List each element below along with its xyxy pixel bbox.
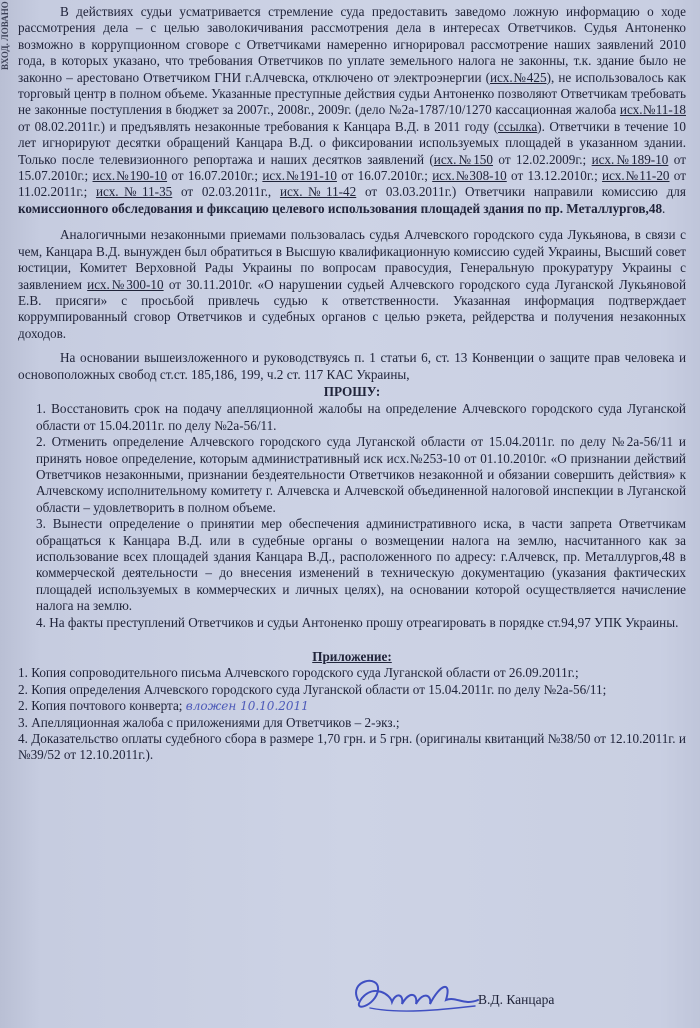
request-item: 1. Восстановить срок на подачу апелляционной жалобы на определение Алчевского городского суда Луганской области от 15.04.2011г. по делу №2а-56/11. <box>36 401 686 433</box>
ref-link: ссылка <box>498 118 538 134</box>
bold-phrase: комиссионного обследования и фиксацию целевого использования площадей здания по пр. Металлургов,48 <box>18 200 663 216</box>
ref-link: исх.№300-10 <box>87 276 164 292</box>
paragraph-1: В действиях судьи усматривается стремление суда предоставить заведомо ложную информацию о ходе рассмотрения дела – с целью заволокичивания рассмотрения дела в интересах Ответчиков. Судья Антоненко возможно в коррупционном сговоре с Ответчиками намеренно игнорировал рассмотрение наших заявлений 2010 года, в которых указано, что требования Ответчиков по уплате земельного налога не законны, т.к. здание было не законно – арестовано Ответчиком ГНИ г.Алчевска, отключено от электроэнергии (исх.№425), не использовалось как торговый центр в полном объеме. Указанные преступные действия судьи Антоненко позволяют Ответчикам требовать не законные поступления в бюджет за 2007г., 2008г., 2009г. (дело №2а-1787/10/1270 кассационная жалоба исх.№11-18 от 08.02.2011г.) и предъявлять незаконные требования к Канцара В.Д. в 2011 году (ссылка). Ответчики в течение 10 лет игнорируют десятки обращений Канцара В.Д. о фиксировании используемых площадей в указанном здании. Только после телевизионного репортажа и наших десятков заявлений (исх.№150 от 12.02.2009г.; исх.№189-10 от 15.07.2010г.; исх.№190-10 от 16.07.2010г.; исх.№191-10 от 16.07.2010г.; исх.№308-10 от 13.12.2010г.; исх.№11-20 от 11.02.2011г.; исх.№11-35 от 02.03.2011г., исх.№11-42 от 03.03.2011г.) Ответчики направили комиссию для комиссионного обследования и фиксацию целевого использования площадей здания по пр. Металлургов,48. <box>18 4 687 216</box>
annex-item: 2. Копия почтового конверта; вложен 10.10.2011 <box>18 698 309 714</box>
request-item: 2. Отменить определение Алчевского городского суда Луганской области от 15.04.2011г. по делу №2а-56/11 и принять новое определение, которым административный иск исх.№253-10 от 01.10.2010г. «О признании действий Ответчиков незаконными, признании бездеятельности Ответчиков незаконной и обязании совершить действия» к Алчевскому исполнительному комитету г. Алчевска и Алчевской объединенной налоговой инспекции в Луганской области – удовлетворить в полном объеме. <box>36 434 686 515</box>
annex-item: 4. Доказательство оплаты судебного сбора в размере 1,70 грн. и 5 грн. (оригиналы квитанций №38/50 от 12.10.2011г. и №39/52 от 12.10.2011г.). <box>18 731 686 763</box>
annex-item: 2. Копия определения Алчевского городского суда Луганской области от 15.04.2011г. по делу №2а-56/11; <box>18 681 607 697</box>
request-item: 4. На факты преступлений Ответчиков и судьи Антоненко прошу отреагировать в порядке ст.94,97 УПК Украины. <box>36 614 679 630</box>
request-list <box>18 401 686 631</box>
annex-list <box>18 665 686 763</box>
ref-link: исх.№425 <box>490 69 547 85</box>
ref-link: исх.№11-18 <box>619 102 686 118</box>
document-body <box>18 4 686 764</box>
annex-item: 1. Копия сопроводительного письма Алчевского городского суда Луганской области от 26.09.2011г.; <box>18 665 579 681</box>
corner-stamp: ВХОД. ЛОВАНО <box>0 1 10 71</box>
request-title: ПРОШУ: <box>323 383 381 399</box>
signer-name: В.Д. Канцара <box>478 992 555 1007</box>
paragraph-3: На основании вышеизложенного и руководствуясь п. 1 статьи 6, ст. 13 Конвенции о защите прав человека и основоположных свобод ст.ст. 185,186, 199, ч.2 ст. 117 КАС Украины, <box>18 350 686 382</box>
annex-item: 3. Апелляционная жалоба с приложениями для Ответчиков – 2-экз.; <box>18 714 400 730</box>
handwritten-note: вложен 10.10.2011 <box>185 699 309 714</box>
paragraph-2: Аналогичными незаконными приемами пользовалась судья Алчевского городского суда Лукьянова, в связи с чем, Канцара В.Д. вынужден был обратиться в Высшую квалификационную комиссию судей Украины, Высший совет юстиции, Комитет Верховной Рады Украины по вопросам правосудия, Генеральную прокуратуру Украины с заявлением исх.№300-10 от 30.11.2010г. «О нарушении судьей Алчевского городского суда Луганской Лукьяновой Е.В. присяги» с просьбой привлечь судью к ответственности. Указанная информация подтверждает коррумпированный сговор Ответчиков и судебных органов с целью рэкета, рейдерства и получения незаконных доходов. <box>18 227 686 341</box>
request-item: 3. Вынести определение о принятии мер обеспечения административного иска, в части запрета Ответчикам обращаться к Канцара В.Д. или в судебные органы о возмещении налога на землю, насчитанного как за использование всех площадей здания Канцара В.Д., расположенного по адресу: г.Алчевск, пр. Металлургов,48 в коммерческой деятельности – до внесения изменений в техническую документацию (указания фактических площадей используемых в коммерческих и личных целях), на основании которой осуществляется начисление налога на землю. <box>36 516 686 614</box>
annex-title: Приложение: <box>312 649 392 665</box>
